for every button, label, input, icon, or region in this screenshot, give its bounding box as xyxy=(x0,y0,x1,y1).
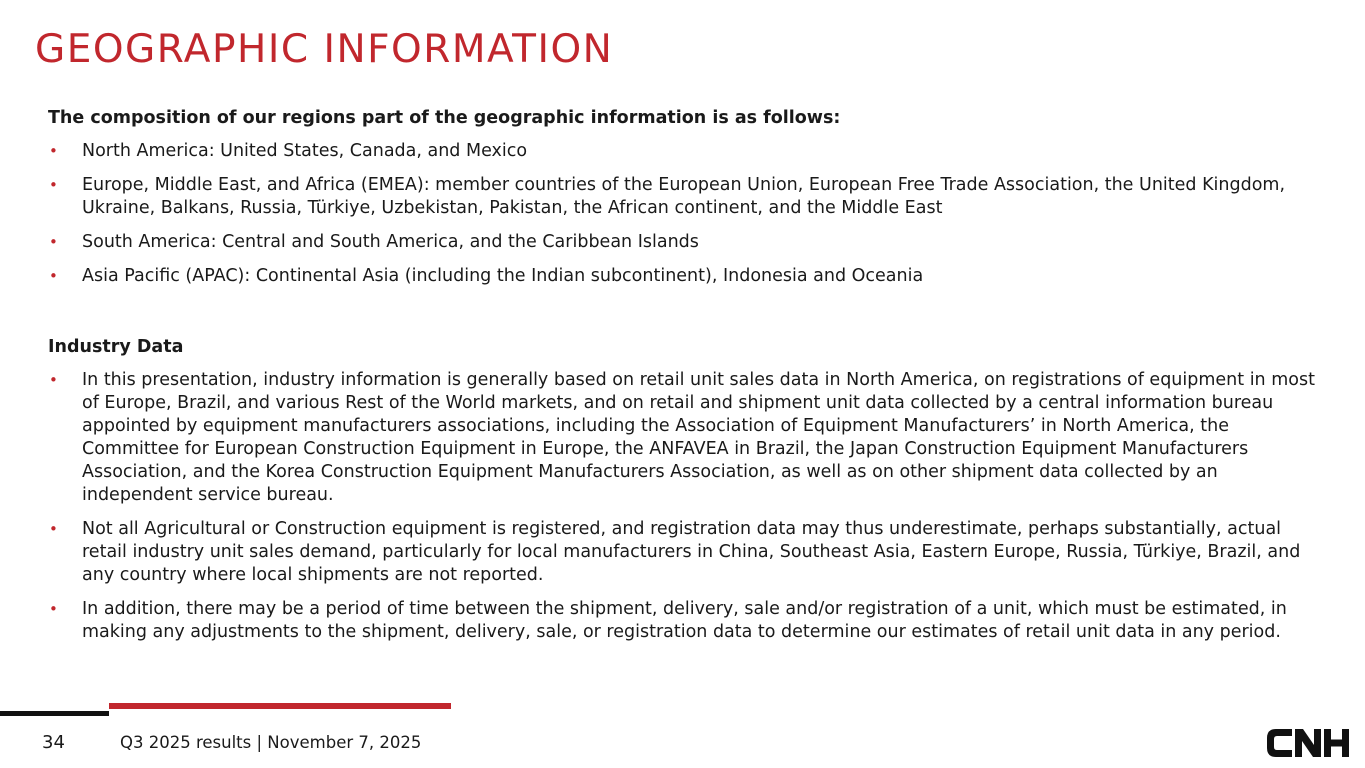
list-item-text: Asia Pacific (APAC): Continental Asia (including the Indian subcontinent), Indonesia and Oceania xyxy=(82,266,924,286)
list-item-text: North America: United States, Canada, and Mexico xyxy=(82,141,528,161)
footer-divider-red xyxy=(109,703,451,709)
list-item-text: Not all Agricultural or Construction equipment is registered, and registration data may thus underestimate, perhaps substantially, actual retail industry unit sales demand, particularly for local manufacturers in China, Southeast Asia, Eastern Europe, Russia, Türkiye, Brazil, and any country where local shipments are not reported. xyxy=(82,519,1301,585)
bullet-icon: • xyxy=(49,371,58,389)
page-number: 34 xyxy=(42,732,65,753)
list-item xyxy=(48,369,1328,507)
list-item-text: Europe, Middle East, and Africa (EMEA): member countries of the European Union, European Free Trade Association, the United Kingdom, Ukraine, Balkans, Russia, Türkiye, Uzbekistan, Pakistan, the African continent, and the Middle East xyxy=(82,175,1286,218)
industry-list xyxy=(48,369,1328,644)
list-item xyxy=(48,140,1328,163)
bullet-icon: • xyxy=(49,142,58,160)
list-item xyxy=(48,265,1328,288)
list-item-text: In addition, there may be a period of time between the shipment, delivery, sale and/or registration of a unit, which must be estimated, in making any adjustments to the shipment, delivery, sale, or registration data to determine our estimates of retail unit data in any period. xyxy=(82,599,1287,642)
slide-title: GEOGRAPHIC INFORMATION xyxy=(35,27,614,72)
cnh-logo xyxy=(1266,728,1350,758)
bullet-icon: • xyxy=(49,267,58,285)
bullet-icon: • xyxy=(49,520,58,538)
footer-divider-black xyxy=(0,711,109,716)
section-spacer xyxy=(48,299,1328,336)
regions-list xyxy=(48,140,1328,288)
bullet-icon: • xyxy=(49,176,58,194)
bullet-icon: • xyxy=(49,233,58,251)
list-item xyxy=(48,518,1328,587)
list-item xyxy=(48,174,1328,220)
list-item-text: South America: Central and South America, and the Caribbean Islands xyxy=(82,232,699,252)
list-item-text: In this presentation, industry information is generally based on retail unit sales data in North America, on registrations of equipment in most of Europe, Brazil, and various Rest of the World markets, and on retail and shipment unit data collected by a central information bureau appointed by equipment manufacturers associations, including the Association of Equipment Manufacturers’ in North America, the Committee for European Construction Equipment in Europe, the ANFAVEA in Brazil, the Japan Construction Equipment Manufacturers Association, and the Korea Construction Equipment Manufacturers Association, as well as on other shipment data collected by an independent service bureau. xyxy=(82,370,1315,505)
bullet-icon: • xyxy=(49,600,58,618)
slide-body xyxy=(48,107,1328,655)
regions-heading: The composition of our regions part of the geographic information is as follows: xyxy=(48,108,841,128)
list-item xyxy=(48,231,1328,254)
list-item xyxy=(48,598,1328,644)
industry-heading: Industry Data xyxy=(48,337,184,357)
footer-caption: Q3 2025 results | November 7, 2025 xyxy=(120,733,422,752)
